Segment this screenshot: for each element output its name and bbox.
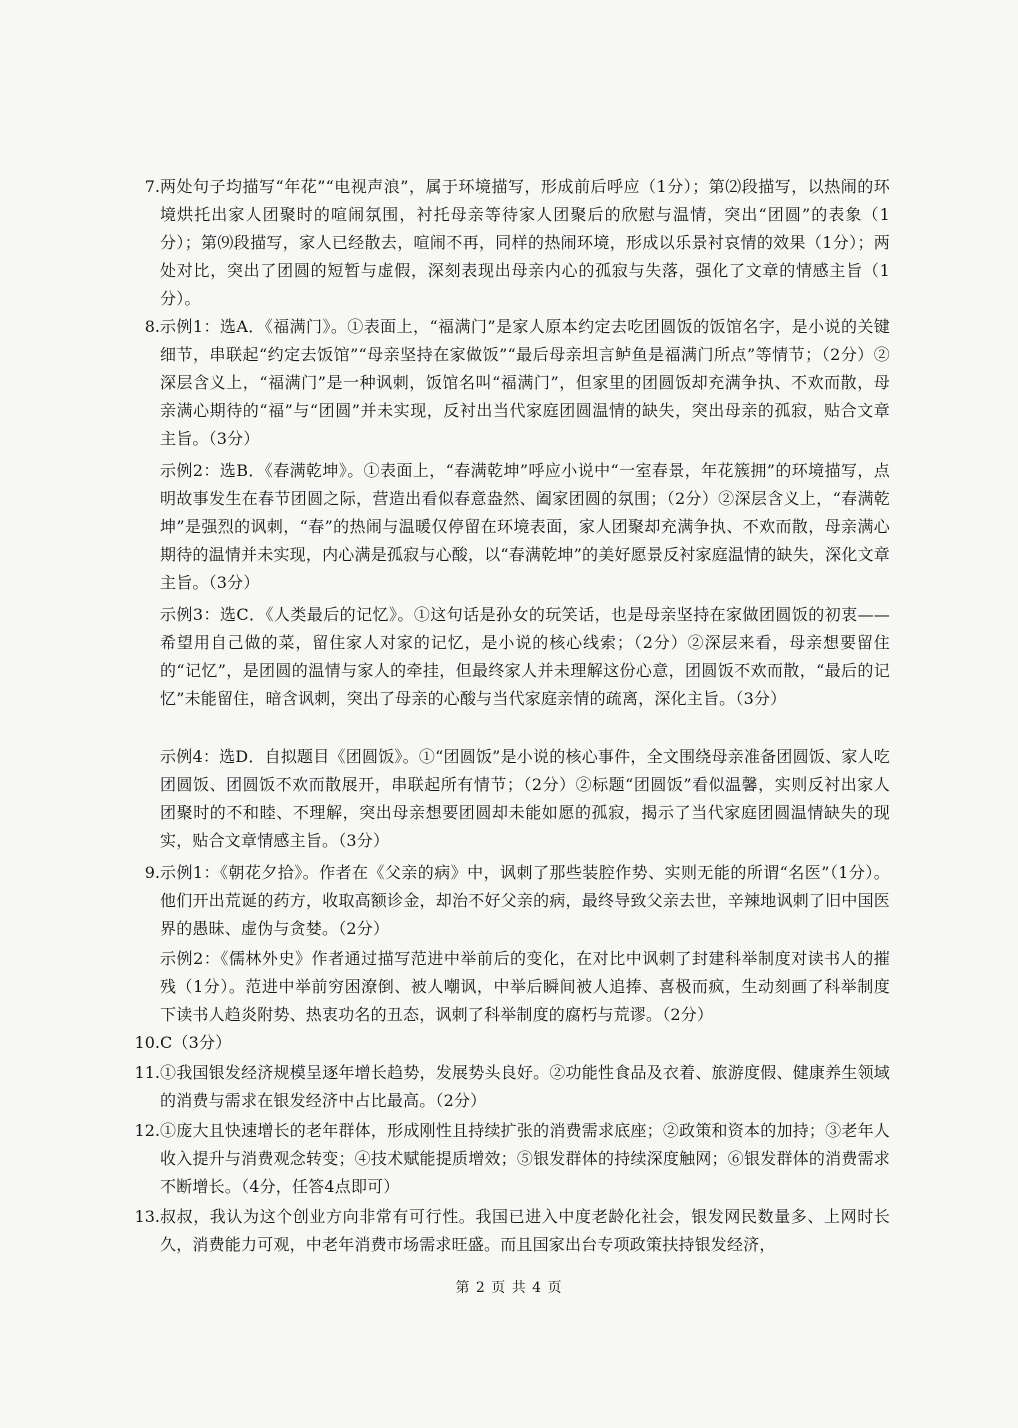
example-2: 示例2：选B．《春满乾坤》。①表面上，“春满乾坤”呼应小说中“一室春景，年花簇拥”的环境描写，点明故事发生在春节团圆之际，营造出看似春意盎然、阖家团圆的氛围；（2分）②深层含义上，“春满乾坤”是强烈的讽刺，“春”的热闹与温暖仅停留在环境表面，家人团聚却充满争执、不欢而散，母亲满心期待的温情并未实现，内心满是孤寂与心酸，以“春满乾坤”的美好愿景反衬家庭温情的缺失，深化文章主旨。（3分）: [160, 461, 890, 592]
example-1: 示例1：《朝花夕拾》。作者在《父亲的病》中，讽刺了那些装腔作势、实则无能的所谓“名医”（1分）。他们开出荒诞的药方，收取高额诊金，却治不好父亲的病，最终导致父亲去世，辛辣地讽刺了旧中国医界的愚昧、虚伪与贪婪。（2分）: [160, 863, 890, 938]
item-number: 8.: [144, 317, 160, 336]
item-number: 7.: [144, 177, 160, 196]
item-text: ①庞大且快速增长的老年群体，形成刚性且持续扩张的消费需求底座；②政策和资本的加持；③老年人收入提升与消费观念转变；④技术赋能提质增效；⑤银发群体的持续深度触网；⑥银发群体的消费需求不断增长。（4分，任答4点即可）: [160, 1121, 890, 1196]
item-number: 9.: [144, 863, 160, 882]
item-text: 叔叔，我认为这个创业方向非常有可行性。我国已进入中度老龄化社会，银发网民数量多、上网时长久，消费能力可观，中老年消费市场需求旺盛。而且国家出台专项政策扶持银发经济，: [160, 1207, 890, 1254]
item-number: 12.: [134, 1121, 160, 1140]
item-number: 10.: [134, 1033, 160, 1052]
example-1: 示例1：选A．《福满门》。①表面上，“福满门”是家人原本约定去吃团圆饭的饭馆名字，是小说的关键细节，串联起“约定去饭馆”“母亲坚持在家做饭”“最后母亲坦言鲈鱼是福满门所点”等情节；（2分）②深层含义上，“福满门”是一种讽刺，饭馆名叫“福满门”，但家里的团圆饭却充满争执、不欢而散，母亲满心期待的“福”与“团圆”并未实现，反衬出当代家庭团圆温情的缺失，突出母亲的孤寂，贴合文章主旨。（3分）: [160, 317, 890, 448]
example-2: 示例2：《儒林外史》作者通过描写范进中举前后的变化，在对比中讽刺了封建科举制度对读书人的摧残（1分）。范进中举前穷困潦倒、被人嘲讽，中举后瞬间被人追捧、喜极而疯，生动刻画了科举制度下读书人趋炎附势、热衷功名的丑态，讽刺了科举制度的腐朽与荒谬。（2分）: [160, 949, 890, 1024]
item-text: C（3分）: [160, 1033, 232, 1052]
item-number: 11.: [134, 1063, 160, 1082]
example-4: 示例4：选D．自拟题目《团圆饭》。①“团圆饭”是小说的核心事件，全文围绕母亲准备团圆饭、家人吃团圆饭、团圆饭不欢而散展开，串联起所有情节；（2分）②标题“团圆饭”看似温馨，实则反衬出家人团聚时的不和睦、不理解，突出母亲想要团圆却未能如愿的孤寂，揭示了当代家庭团圆温情缺失的现实，贴合文章情感主旨。（3分）: [160, 747, 890, 850]
item-text: 两处句子均描写“年花”“电视声浪”，属于环境描写，形成前后呼应（1分）；第⑵段描写，以热闹的环境烘托出家人团聚时的喧闹氛围，衬托母亲等待家人团聚后的欣慰与温情，突出“团圆”的表象（1分）；第⑼段描写，家人已经散去，喧闹不再，同样的热闹环境，形成以乐景衬哀情的效果（1分）；两处对比，突出了团圆的短暂与虚假，深刻表现出母亲内心的孤寂与失落，强化了文章的情感主旨（1分）。: [160, 177, 890, 308]
example-3: 示例3：选C．《人类最后的记忆》。①这句话是孙女的玩笑话，也是母亲坚持在家做团圆饭的初衷——希望用自己做的菜，留住家人对家的记忆，是小说的核心线索；（2分）②深层来看，母亲想要留住的“记忆”，是团圆的温情与家人的牵挂，但最终家人并未理解这份心意，团圆饭不欢而散，“最后的记忆”未能留住，暗含讽刺，突出了母亲的心酸与当代家庭亲情的疏离，深化主旨。（3分）: [160, 605, 890, 708]
item-text: ①我国银发经济规模呈逐年增长趋势，发展势头良好。②功能性食品及衣着、旅游度假、健康养生领域的消费与需求在银发经济中占比最高。（2分）: [160, 1063, 890, 1110]
item-number: 13.: [134, 1207, 160, 1226]
page-footer: 第 2 页 共 4 页: [455, 1280, 563, 1296]
